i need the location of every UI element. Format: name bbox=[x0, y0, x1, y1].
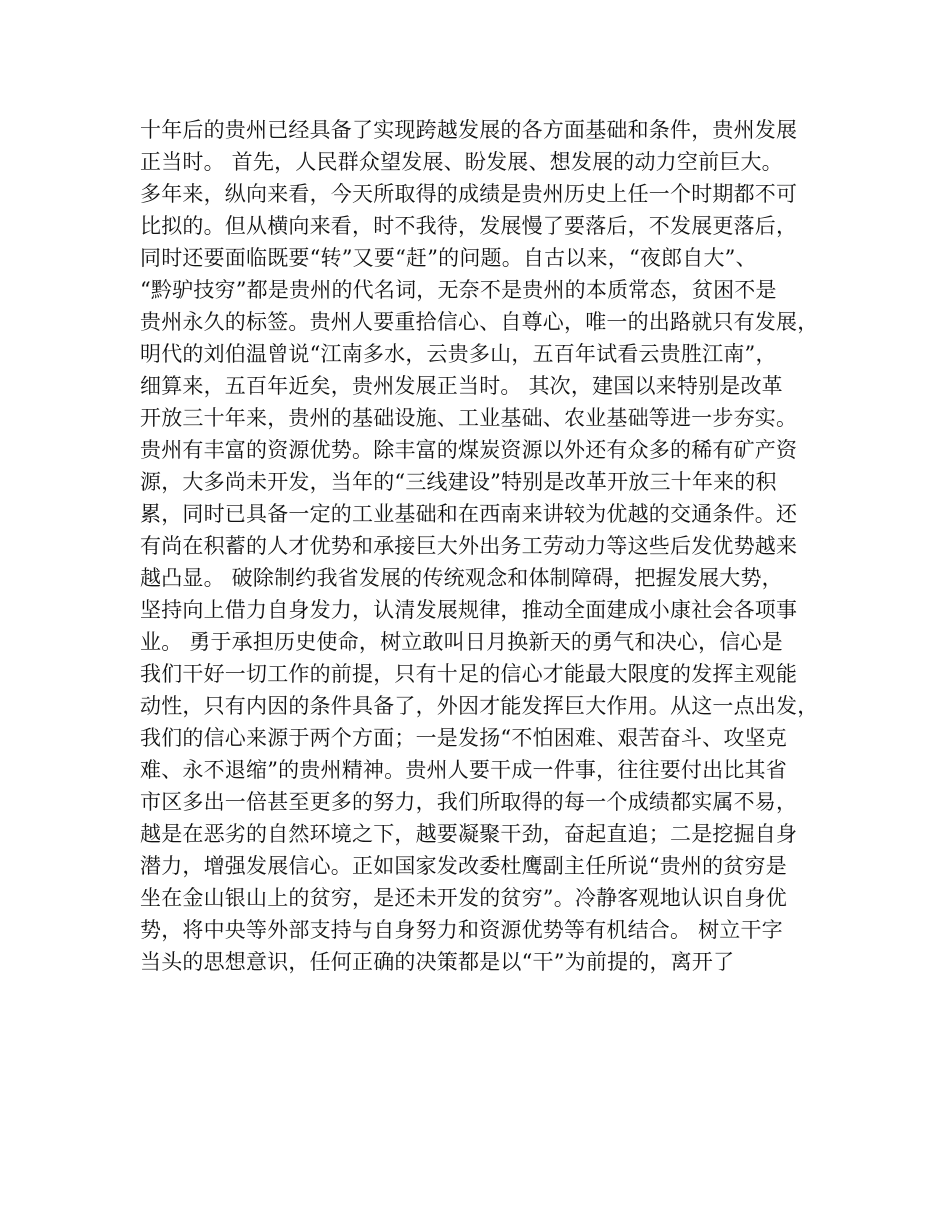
text-line: 越凸显。 破除制约我省发展的传统观念和体制障碍，把握发展大势， bbox=[140, 566, 783, 590]
text-line: 坐在金山银山上的贫穷，是还未开发的贫穷”。冷静客观地认识自身优 bbox=[140, 886, 787, 910]
text-line: “黔驴技穷”都是贵州的代名词，无奈不是贵州的本质常态，贫困不是 bbox=[140, 278, 777, 302]
text-line: 多年来，纵向来看，今天所取得的成绩是贵州历史上任一个时期都不可 bbox=[140, 182, 798, 206]
text-line: 势，将中央等外部支持与自身努力和资源优势等有机结合。 树立干字 bbox=[140, 918, 783, 942]
text-line: 越是在恶劣的自然环境之下，越要凝聚干劲，奋起直追；二是挖掘自身 bbox=[140, 822, 798, 846]
body-text bbox=[140, 114, 830, 978]
text-line: 业。 勇于承担历史使命，树立敢叫日月换新天的勇气和决心，信心是 bbox=[140, 630, 783, 654]
text-line: 难、永不退缩”的贵州精神。贵州人要干成一件事，往往要付出比其省 bbox=[140, 758, 787, 782]
text-line: 明代的刘伯温曾说“江南多水，云贵多山，五百年试看云贵胜江南”， bbox=[140, 342, 777, 366]
text-line: 潜力，增强发展信心。正如国家发改委杜鹰副主任所说“贵州的贫穷是 bbox=[140, 854, 787, 878]
text-line: 当头的思想意识，任何正确的决策都是以“干”为前提的，离开了 bbox=[140, 950, 735, 974]
text-line: 正当时。 首先，人民群众望发展、盼发展、想发展的动力空前巨大。 bbox=[140, 150, 783, 174]
text-line: 我们干好一切工作的前提，只有十足的信心才能最大限度的发挥主观能 bbox=[140, 662, 798, 686]
text-line: 贵州永久的标签。贵州人要重拾信心、自尊心，唯一的出路就只有发展， bbox=[140, 310, 819, 334]
text-line: 有尚在积蓄的人才优势和承接巨大外出务工劳动力等这些后发优势越来 bbox=[140, 534, 798, 558]
text-line: 市区多出一倍甚至更多的努力，我们所取得的每一个成绩都实属不易， bbox=[140, 790, 798, 814]
text-line: 十年后的贵州已经具备了实现跨越发展的各方面基础和条件，贵州发展 bbox=[140, 118, 798, 142]
text-line: 我们的信心来源于两个方面；一是发扬“不怕困难、艰苦奋斗、攻坚克 bbox=[140, 726, 787, 750]
text-line: 坚持向上借力自身发力，认清发展规律，推动全面建成小康社会各项事 bbox=[140, 598, 798, 622]
text-line: 同时还要面临既要“转”又要“赶”的问题。自古以来，“夜郎自大”、 bbox=[140, 246, 757, 270]
text-line: 开放三十年来，贵州的基础设施、工业基础、农业基础等进一步夯实。 bbox=[140, 406, 798, 430]
text-line: 比拟的。但从横向来看，时不我待，发展慢了要落后，不发展更落后， bbox=[140, 214, 798, 238]
text-line: 累，同时已具备一定的工业基础和在西南来讲较为优越的交通条件。还 bbox=[140, 502, 798, 526]
text-line: 源，大多尚未开发，当年的“三线建设”特别是改革开放三十年来的积 bbox=[140, 470, 777, 494]
text-line: 细算来，五百年近矣，贵州发展正当时。 其次，建国以来特别是改革 bbox=[140, 374, 783, 398]
text-line: 贵州有丰富的资源优势。除丰富的煤炭资源以外还有众多的稀有矿产资 bbox=[140, 438, 798, 462]
text-line: 动性，只有内因的条件具备了，外因才能发挥巨大作用。从这一点出发， bbox=[140, 694, 819, 718]
